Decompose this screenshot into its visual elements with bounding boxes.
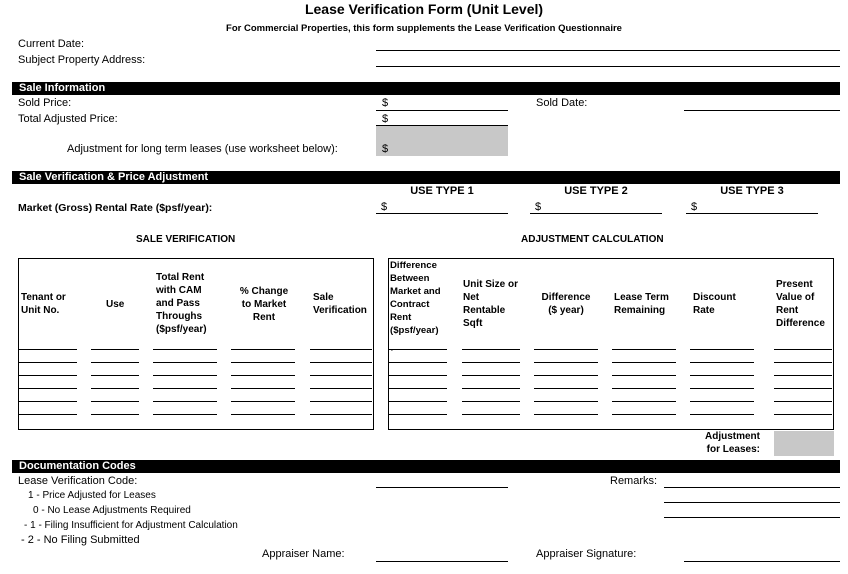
sold-date-label: Sold Date: [536,97,588,109]
sold-date-field[interactable] [684,110,840,111]
documentation-bar [12,460,840,473]
adjustment-cell-line[interactable] [612,401,676,402]
col-total-rent: Total Rent with CAM and Pass Throughs ($psf/year) [156,272,207,335]
adjustment-cell-line[interactable] [690,401,754,402]
code-item-1: 1 - Price Adjusted for Leases [28,490,156,501]
lease-code-field[interactable] [376,487,508,488]
col-unit-size: Unit Size or Net Rentable Sqft [463,279,519,329]
use-type-1-rate-field[interactable] [376,213,508,214]
sale-verification-cell-line[interactable] [19,362,77,363]
adjustment-cell-line[interactable] [389,349,447,350]
sale-verification-cell-line[interactable] [310,375,372,376]
adjustment-cell-line[interactable] [462,349,520,350]
col-lease-term: Lease Term Remaining [614,292,669,316]
col-present-value: Present Value of Rent Difference [776,279,825,329]
form-subtitle: For Commercial Properties, this form supplements the Lease Verification Questionnaire [226,23,622,34]
col-sale-verification: Sale Verification [313,292,367,316]
sale-verification-cell-line[interactable] [231,362,295,363]
adjustment-cell-line[interactable] [774,401,832,402]
appraiser-name-label: Appraiser Name: [262,548,345,560]
use-type-2-currency: $ [535,201,542,213]
adjustment-cell-line[interactable] [389,362,447,363]
sale-verification-cell-line[interactable] [231,414,295,415]
appraiser-signature-field[interactable] [684,561,840,562]
adjustment-table-title: ADJUSTMENT CALCULATION [521,234,664,245]
sale-verification-cell-line[interactable] [19,375,77,376]
sale-verification-cell-line[interactable] [231,349,295,350]
adjustment-cell-line[interactable] [690,362,754,363]
col-difference-market-contract: Difference Between Market and Contract Rent ($psf/year) [390,260,441,337]
sold-price-field[interactable] [376,110,508,111]
adjustment-cell-line[interactable] [389,375,447,376]
sale-verification-cell-line[interactable] [310,362,372,363]
sale-verification-cell-line[interactable] [153,349,217,350]
adjustment-cell-line[interactable] [389,414,447,415]
sale-verification-cell-line[interactable] [310,388,372,389]
lease-code-label: Lease Verification Code: [18,475,138,487]
adjustment-cell-line[interactable] [612,349,676,350]
remarks-line-2[interactable] [664,502,840,503]
code-item-minus-2: - 2 - No Filing Submitted [21,534,140,546]
current-date-label: Current Date: [18,38,85,50]
sold-price-currency: $ [382,97,389,109]
col-difference-year: Difference ($ year) [541,292,591,316]
sale-verification-cell-line[interactable] [91,388,139,389]
sale-verification-heading: Sale Verification & Price Adjustment [19,171,209,183]
market-rate-label: Market (Gross) Rental Rate ($psf/year): [18,202,213,214]
adjustment-cell-line[interactable] [690,388,754,389]
adjustment-for-leases-label: Adjustment for Leases: [705,431,760,455]
col-use: Use [106,299,125,310]
adjustment-cell-line[interactable] [389,401,447,402]
use-type-2-rate-field[interactable] [530,213,662,214]
current-date-field[interactable] [376,50,840,51]
adjustment-long-term-label: Adjustment for long term leases (use worksheet below): [67,143,338,155]
sale-verification-cell-line[interactable] [91,414,139,415]
sale-verification-cell-line[interactable] [231,401,295,402]
col-discount-rate: Discount Rate [693,292,736,316]
remarks-line-3[interactable] [664,517,840,518]
documentation-heading: Documentation Codes [19,460,136,472]
adjustment-cell-line[interactable] [534,401,598,402]
sale-verification-cell-line[interactable] [19,414,77,415]
sale-information-bar [12,82,840,95]
sale-verification-cell-line[interactable] [19,401,77,402]
remarks-line-1[interactable] [664,487,840,488]
sale-verification-cell-line[interactable] [153,388,217,389]
col-pct-change: % Change to Market Rent [239,286,289,323]
adjustment-cell-line[interactable] [462,362,520,363]
use-type-1-currency: $ [381,201,388,213]
adjustment-cell-line[interactable] [690,349,754,350]
adjustment-calculation-table [388,258,834,430]
sale-verification-cell-line[interactable] [91,362,139,363]
adjustment-cell-line[interactable] [462,375,520,376]
sale-verification-cell-line[interactable] [231,375,295,376]
adjustment-cell-line[interactable] [462,401,520,402]
adjustment-long-term-currency: $ [382,143,389,155]
sale-verification-cell-line[interactable] [91,375,139,376]
code-item-minus-1: - 1 - Filing Insufficient for Adjustment Calculation [24,520,238,531]
code-item-0: 0 - No Lease Adjustments Required [33,505,191,516]
sale-verification-cell-line[interactable] [231,388,295,389]
appraiser-signature-label: Appraiser Signature: [536,548,637,560]
adjustment-cell-line[interactable] [774,375,832,376]
adjustment-cell-line[interactable] [612,362,676,363]
subject-address-label: Subject Property Address: [18,54,146,66]
adjustment-long-term-cell [376,126,508,156]
remarks-label: Remarks: [610,475,658,487]
sold-price-label: Sold Price: [18,97,72,109]
adjustment-for-leases-cell [774,431,834,456]
sale-verification-cell-line[interactable] [153,362,217,363]
tick-mark: ` [390,349,394,360]
adjustment-cell-line[interactable] [462,388,520,389]
adjustment-cell-line[interactable] [534,349,598,350]
sale-verification-cell-line[interactable] [153,375,217,376]
adjustment-cell-line[interactable] [774,388,832,389]
col-tenant-unit: Tenant or Unit No. [21,292,66,316]
adjustment-cell-line[interactable] [612,388,676,389]
sale-verification-bar [12,171,840,184]
sale-verification-cell-line[interactable] [310,414,372,415]
use-type-1-header: USE TYPE 1 [410,185,474,197]
adjustment-cell-line[interactable] [774,349,832,350]
appraiser-name-field[interactable] [376,561,508,562]
adjustment-cell-line[interactable] [534,375,598,376]
adjustment-cell-line[interactable] [534,414,598,415]
adjustment-cell-line[interactable] [462,414,520,415]
use-type-3-currency: $ [691,201,698,213]
sale-verification-cell-line[interactable] [91,401,139,402]
adjustment-cell-line[interactable] [612,375,676,376]
sale-verification-cell-line[interactable] [19,349,77,350]
use-type-3-header: USE TYPE 3 [720,185,784,197]
use-type-2-header: USE TYPE 2 [564,185,628,197]
total-adjusted-price-currency: $ [382,113,389,125]
adjustment-cell-line[interactable] [690,414,754,415]
sale-verification-cell-line[interactable] [153,401,217,402]
subject-address-field[interactable] [376,66,840,67]
adjustment-cell-line[interactable] [389,388,447,389]
form-title: Lease Verification Form (Unit Level) [304,1,544,17]
use-type-3-rate-field[interactable] [686,213,818,214]
adjustment-cell-line[interactable] [690,375,754,376]
sale-verification-table-title: SALE VERIFICATION [136,234,236,245]
sale-information-heading: Sale Information [19,82,106,94]
adjustment-cell-line[interactable] [534,362,598,363]
sale-verification-cell-line[interactable] [310,401,372,402]
sale-verification-cell-line[interactable] [19,388,77,389]
adjustment-cell-line[interactable] [774,414,832,415]
sale-verification-cell-line[interactable] [153,414,217,415]
total-adjusted-price-label: Total Adjusted Price: [18,113,118,125]
adjustment-cell-line[interactable] [612,414,676,415]
sale-verification-cell-line[interactable] [310,349,372,350]
adjustment-cell-line[interactable] [534,388,598,389]
adjustment-cell-line[interactable] [774,362,832,363]
sale-verification-cell-line[interactable] [91,349,139,350]
